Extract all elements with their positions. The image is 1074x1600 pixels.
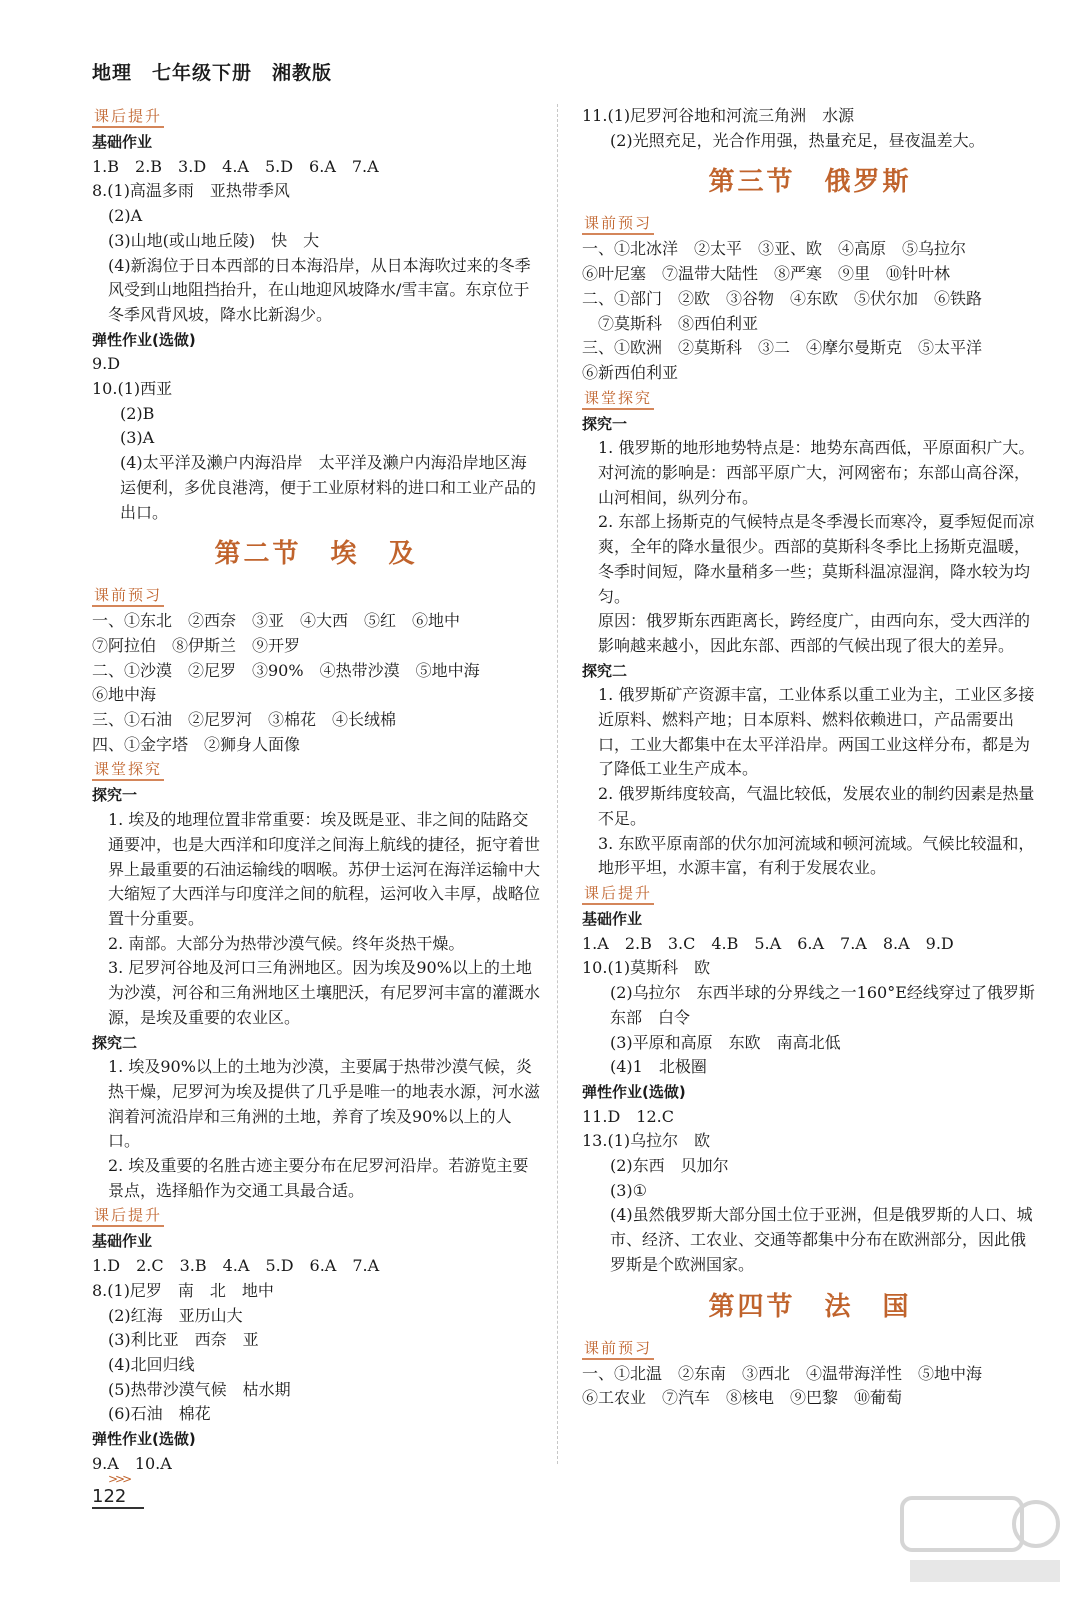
answer-paragraph: (4)新潟位于日本西部的日本海沿岸，从日本海吹过来的冬季风受到山地阻挡抬升，在山地迎风坡降水/雪丰富。东京位于冬季风背风坡，降水比新潟少。 bbox=[108, 255, 531, 324]
section-tag: 课后提升 bbox=[92, 106, 164, 128]
answer-paragraph: 3. 东欧平原南部的伏尔加河流域和顿河流域。气候比较温和，地形平坦，水源丰富，有利于发展农业。 bbox=[598, 833, 1035, 878]
section-tag: 课后提升 bbox=[582, 883, 654, 905]
column-divider bbox=[557, 104, 558, 1464]
section-tag: 课堂探究 bbox=[582, 388, 654, 410]
section-tag-row bbox=[92, 583, 540, 609]
subheading: 弹性作业(选做) bbox=[92, 330, 196, 349]
answer-line: 二、①部门 ②欧 ③谷物 ④东欧 ⑤伏尔加 ⑥铁路 bbox=[582, 288, 983, 308]
right-column bbox=[582, 104, 1038, 1411]
answer-paragraph: (4)太平洋及濑户内海沿岸 太平洋及濑户内海沿岸地区海运便利，多优良港湾，便于工业原材料的进口和工业产品的出口。 bbox=[120, 453, 537, 522]
answer-line: (4)1 北极圈 bbox=[610, 1057, 707, 1077]
answer-line: 8.(1)高温多雨 亚热带季风 bbox=[92, 181, 290, 201]
section-tag: 课后提升 bbox=[92, 1205, 164, 1227]
answer-line: 二、①沙漠 ②尼罗 ③90% ④热带沙漠 ⑤地中海 bbox=[92, 660, 480, 680]
answer-line: (2)B bbox=[120, 403, 155, 423]
subheading: 基础作业 bbox=[92, 133, 153, 151]
subheading: 弹性作业(选做) bbox=[92, 1430, 196, 1449]
answer-line: 9.A 10.A bbox=[92, 1453, 172, 1473]
answer-line: ⑥新西伯利亚 bbox=[582, 362, 679, 382]
answer-paragraph: 1. 俄罗斯矿产资源丰富，工业体系以重工业为主，工业区多接近原料、燃料产地；日本原料、燃料依赖进口，产品需要出口，工业大都集中在太平洋沿岸。两国工业这样分布，都是为了降低工业生产成本。 bbox=[598, 685, 1035, 779]
answer-line: 一、①北温 ②东南 ③西北 ④温带海洋性 ⑤地中海 bbox=[582, 1363, 983, 1383]
answer-paragraph: 1. 埃及90%以上的土地为沙漠，主要属于热带沙漠气候，炎热干燥，尼罗河为埃及提供了几乎是唯一的地表水源，河水滋润着河流沿岸和三角洲的土地，养育了埃及90%以上的人口。 bbox=[108, 1057, 541, 1151]
section-tag: 课前预习 bbox=[582, 1338, 654, 1360]
answer-paragraph: 2. 东部上扬斯克的气候特点是冬季漫长而寒冷，夏季短促而凉爽，全年的降水量很少。西部的莫斯科冬季比上扬斯克温暖，冬季时间短，降水量稍多一些；莫斯科温凉湿润，降水较为均匀。 bbox=[598, 512, 1035, 606]
answer-line: 13.(1)乌拉尔 欧 bbox=[582, 1131, 711, 1151]
answer-line: 三、①欧洲 ②莫斯科 ③二 ④摩尔曼斯克 ⑤太平洋 bbox=[582, 338, 983, 358]
answer-paragraph: 1. 埃及的地理位置非常重要：埃及既是亚、非之间的陆路交通要冲，也是大西洋和印度洋之间海上航线的捷径，扼守着世界上最重要的石油运输线的咽喉。苏伊士运河在海洋运输中大大缩短了大西洋与印度洋之间的航程，运河收入丰厚，战略位置十分重要。 bbox=[108, 810, 541, 928]
subheading: 弹性作业(选做) bbox=[582, 1082, 686, 1101]
subheading: 探究一 bbox=[92, 786, 138, 805]
answer-line: ⑦阿拉伯 ⑧伊斯兰 ⑨开罗 bbox=[92, 635, 301, 655]
section-tag-row bbox=[582, 881, 1038, 907]
answer-paragraph: (4)虽然俄罗斯大部分国土位于亚洲，但是俄罗斯的人口、城市、经济、工农业、交通等都集中分布在欧洲部分，因此俄罗斯是个欧洲国家。 bbox=[610, 1205, 1033, 1274]
answer-line: 1.B 2.B 3.D 4.A 5.D 6.A 7.A bbox=[92, 156, 379, 176]
answer-paragraph: 2. 埃及重要的名胜古迹主要分布在尼罗河沿岸。若游览主要景点，选择船作为交通工具最合适。 bbox=[108, 1156, 529, 1200]
section-title: 第四节 法 国 bbox=[708, 1291, 912, 1322]
answer-paragraph: 2. 俄罗斯纬度较高，气温比较低，发展农业的制约因素是热量不足。 bbox=[598, 784, 1035, 828]
answer-line: (2)A bbox=[108, 206, 143, 226]
answer-line: 三、①石油 ②尼罗河 ③棉花 ④长绒棉 bbox=[92, 710, 397, 730]
section-tag: 课前预习 bbox=[582, 213, 654, 235]
left-column bbox=[92, 104, 540, 1476]
answer-line: 9.D bbox=[92, 354, 121, 374]
answer-line: (3)A bbox=[120, 428, 155, 448]
answer-line: ⑥工农业 ⑦汽车 ⑧核电 ⑨巴黎 ⑩葡萄 bbox=[582, 1388, 903, 1408]
answer-paragraph: 3. 尼罗河谷地及河口三角洲地区。因为埃及90%以上的土地为沙漠，河谷和三角洲地区土壤肥沃，有尼罗河丰富的灌溉水源，是埃及重要的农业区。 bbox=[108, 958, 541, 1027]
subheading: 基础作业 bbox=[582, 909, 643, 928]
answer-line: (2)红海 亚历山大 bbox=[108, 1305, 243, 1325]
subheading: 基础作业 bbox=[92, 1232, 153, 1251]
section-tag-row bbox=[582, 386, 1038, 412]
answer-line: (3)利比亚 西奈 亚 bbox=[108, 1330, 259, 1350]
section-tag: 课堂探究 bbox=[92, 759, 164, 781]
section-tag: 课前预习 bbox=[92, 585, 164, 607]
arrows-icon: >>> bbox=[108, 1472, 130, 1486]
answer-line: 11.D 12.C bbox=[582, 1106, 674, 1126]
answer-line: (4)北回归线 bbox=[108, 1354, 195, 1374]
answer-line: 1.A 2.B 3.C 4.B 5.A 6.A 7.A 8.A 9.D bbox=[582, 933, 954, 953]
answer-line: 四、①金字塔 ②狮身人面像 bbox=[92, 734, 301, 754]
answer-line: (2)光照充足，光合作用强，热量充足，昼夜温差大。 bbox=[610, 130, 985, 150]
answer-line: ⑥叶尼塞 ⑦温带大陆性 ⑧严寒 ⑨里 ⑩针叶林 bbox=[582, 264, 951, 284]
answer-line: (5)热带沙漠气候 枯水期 bbox=[108, 1379, 291, 1399]
answer-paragraph: 1. 俄罗斯的地形地势特点是：地势东高西低，平原面积广大。对河流的影响是：西部平原广大，河网密布；东部山高谷深，山河相间，纵列分布。 bbox=[598, 438, 1035, 507]
section-tag-row bbox=[582, 1336, 1038, 1362]
answer-line: ⑦莫斯科 ⑧西伯利亚 bbox=[598, 313, 759, 333]
page-number-text: 122 bbox=[92, 1486, 127, 1507]
answer-paragraph: (2)乌拉尔 东西半球的分界线之一160°E经线穿过了俄罗斯东部 白令 bbox=[610, 983, 1035, 1027]
page-header: 地理 七年级下册 湘教版 bbox=[92, 62, 333, 84]
page-number bbox=[92, 1472, 144, 1509]
subheading: 探究二 bbox=[92, 1033, 138, 1052]
answer-line: 一、①东北 ②西奈 ③亚 ④大西 ⑤红 ⑥地中 bbox=[92, 611, 461, 631]
subheading: 探究二 bbox=[582, 661, 628, 680]
section-tag-row bbox=[582, 211, 1038, 237]
answer-line: 8.(1)尼罗 南 北 地中 bbox=[92, 1280, 274, 1300]
answer-line: (3)山地(或山地丘陵) 快 大 bbox=[108, 230, 320, 250]
answer-paragraph: 2. 南部。大部分为热带沙漠气候。终年炎热干燥。 bbox=[108, 933, 465, 953]
answer-line: 一、①北冰洋 ②太平 ③亚、欧 ④高原 ⑤乌拉尔 bbox=[582, 239, 967, 259]
answer-line: (3)平原和高原 东欧 南高北低 bbox=[610, 1032, 841, 1052]
answer-paragraph: 原因：俄罗斯东西距离长，跨经度广，由西向东，受大西洋的影响越来越小，因此东部、西部的气候出现了很大的差异。 bbox=[598, 611, 1031, 655]
section-tag-row bbox=[92, 104, 540, 130]
answer-line: (2)东西 贝加尔 bbox=[610, 1156, 729, 1176]
section-title: 第二节 埃 及 bbox=[214, 539, 418, 570]
answer-line: 10.(1)西亚 bbox=[92, 379, 173, 399]
section-tag-row bbox=[92, 757, 540, 783]
answer-line: (6)石油 棉花 bbox=[108, 1404, 211, 1424]
answer-line: 1.D 2.C 3.B 4.A 5.D 6.A 7.A bbox=[92, 1256, 380, 1276]
section-tag-row bbox=[92, 1203, 540, 1229]
answer-line: (3)① bbox=[610, 1180, 648, 1200]
answer-line: 10.(1)莫斯科 欧 bbox=[582, 958, 711, 978]
subheading: 探究一 bbox=[582, 414, 628, 433]
answer-line: 11.(1)尼罗河谷地和河流三角洲 水源 bbox=[582, 106, 855, 125]
answer-line: ⑥地中海 bbox=[92, 685, 157, 705]
section-title: 第三节 俄罗斯 bbox=[708, 167, 912, 198]
watermark-logo bbox=[896, 1490, 1066, 1590]
